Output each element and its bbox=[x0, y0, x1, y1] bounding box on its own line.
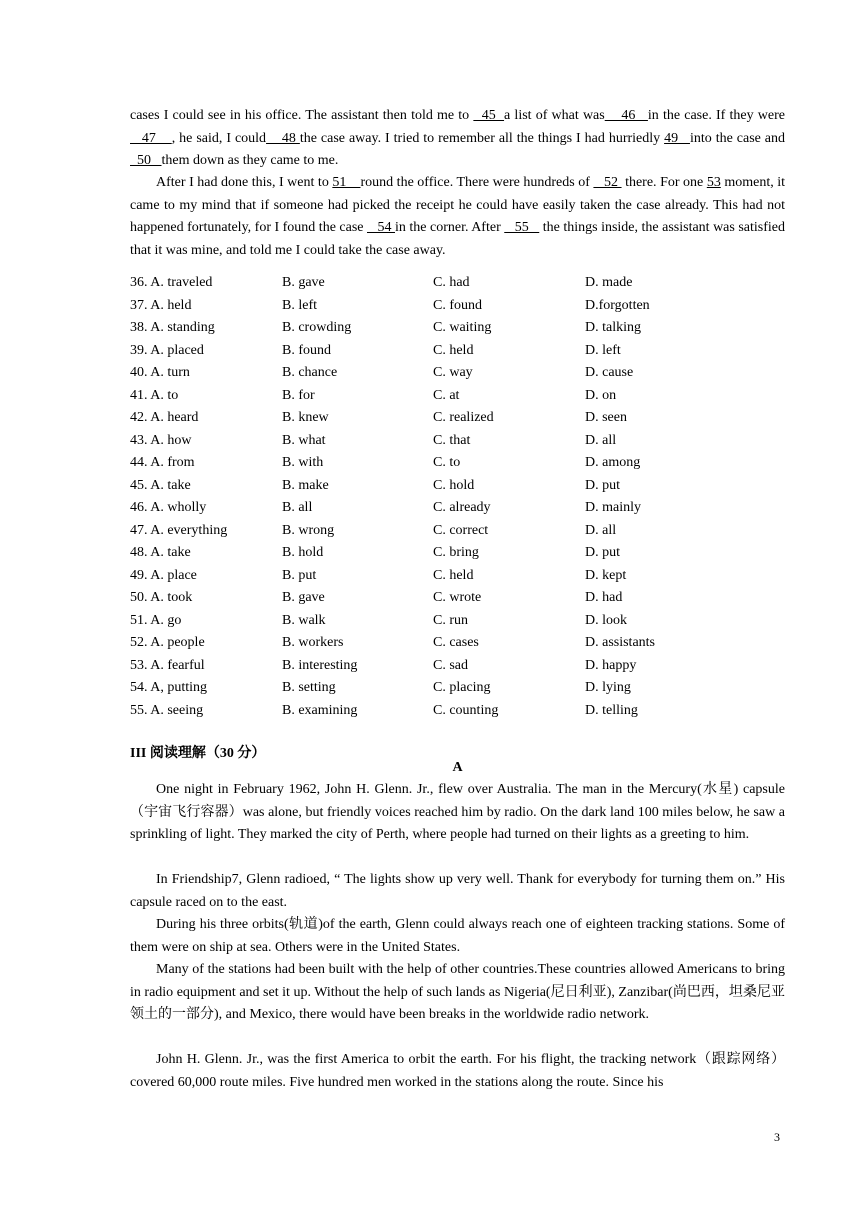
option-c: C. way bbox=[433, 365, 473, 380]
option-c: C. placing bbox=[433, 680, 491, 695]
option-a: 53. A. fearful bbox=[130, 657, 205, 673]
option-b: B. all bbox=[282, 500, 313, 515]
option-d: D. talking bbox=[585, 320, 641, 335]
option-a: 47. A. everything bbox=[130, 522, 228, 538]
option-b: B. examining bbox=[282, 702, 358, 718]
option-d: D.forgotten bbox=[585, 297, 650, 313]
cloze-text: moment, it came to my mind that if someone had picked the receipt he could have easily taken the case already. This had not happened fortunately, for I found the case bbox=[130, 175, 786, 235]
option-d: D. made bbox=[585, 275, 633, 290]
option-row bbox=[130, 452, 770, 475]
option-d: D. among bbox=[585, 455, 641, 470]
cloze-text: a list of what was bbox=[504, 108, 605, 123]
option-c: C. counting bbox=[433, 702, 499, 718]
option-row bbox=[130, 587, 770, 610]
option-d: D. assistants bbox=[585, 635, 655, 650]
blank-52: 52 bbox=[593, 175, 622, 190]
option-a: 40. A. turn bbox=[130, 365, 190, 380]
cloze-text: in the corner. After bbox=[395, 220, 505, 235]
option-c: C. hold bbox=[433, 477, 475, 493]
option-a: 55. A. seeing bbox=[130, 702, 204, 718]
blank-50: 50 bbox=[130, 153, 162, 168]
option-row bbox=[130, 317, 770, 340]
cloze-paragraph-2 bbox=[130, 172, 785, 262]
option-row bbox=[130, 497, 770, 520]
option-a: 39. A. placed bbox=[130, 342, 204, 358]
option-d: D. lying bbox=[585, 680, 631, 695]
cloze-text: the case away. I tried to remember all the things I had hurriedly bbox=[299, 130, 665, 146]
option-a: 51. A. go bbox=[130, 612, 182, 628]
option-d: D. look bbox=[585, 612, 627, 628]
option-a: 48. A. take bbox=[130, 545, 191, 560]
cloze-text: the things inside, the assistant was satisfied that it was mine, and told me I could take the case away. bbox=[130, 220, 785, 258]
option-c: C. run bbox=[433, 612, 468, 628]
option-a: 49. A. place bbox=[130, 567, 197, 583]
blank-55: 55 bbox=[504, 220, 540, 235]
option-row bbox=[130, 295, 770, 318]
option-d: D. happy bbox=[585, 657, 637, 673]
option-b: B. setting bbox=[282, 680, 336, 695]
passage-title: A bbox=[452, 760, 463, 775]
option-a: 37. A. held bbox=[130, 297, 192, 313]
option-row bbox=[130, 700, 770, 723]
option-a: 44. A. from bbox=[130, 455, 195, 470]
option-a: 46. A. wholly bbox=[130, 500, 207, 515]
blank-45: 45 bbox=[473, 108, 505, 123]
option-b: B. hold bbox=[282, 545, 324, 560]
option-c: C. sad bbox=[433, 657, 468, 673]
cloze-text: , he said, I could bbox=[171, 130, 267, 146]
cloze-text: After I had done this, I went to bbox=[156, 175, 333, 190]
cloze-text: cases I could see in his office. The assistant then told me to bbox=[130, 108, 474, 123]
option-d: D. mainly bbox=[585, 500, 641, 515]
blank-54: 54 bbox=[367, 220, 395, 235]
cloze-text: in the case. If they were bbox=[647, 108, 785, 123]
option-a: 45. A. take bbox=[130, 477, 191, 493]
option-b: B. knew bbox=[282, 410, 329, 425]
option-a: 43. A. how bbox=[130, 432, 192, 448]
option-a: 42. A. heard bbox=[130, 410, 199, 425]
option-d: D. all bbox=[585, 522, 617, 538]
option-row bbox=[130, 632, 770, 655]
option-b: B. interesting bbox=[282, 657, 358, 673]
page-number: 3 bbox=[774, 1130, 780, 1144]
option-b: B. for bbox=[282, 387, 315, 403]
option-row bbox=[130, 542, 770, 565]
blank-51: 51 bbox=[332, 175, 361, 190]
option-d: D. left bbox=[585, 342, 621, 358]
option-row bbox=[130, 340, 770, 363]
blank-53: 53 bbox=[706, 175, 721, 190]
option-c: C. realized bbox=[433, 410, 494, 425]
answer-options-list bbox=[130, 272, 770, 722]
option-d: D. cause bbox=[585, 365, 634, 380]
option-c: C. held bbox=[433, 567, 474, 583]
option-row bbox=[130, 430, 770, 453]
cloze-text: round the office. There were hundreds of bbox=[360, 175, 594, 190]
section-heading: III 阅读理解（30 分） bbox=[130, 746, 266, 761]
option-b: B. found bbox=[282, 342, 331, 358]
option-b: B. gave bbox=[282, 590, 325, 605]
cloze-text: into the case and bbox=[689, 130, 786, 146]
reading-paragraph-3: During his three orbits(轨道)of the earth, Glenn could always reach one of eighteen tracking stations. Some of them were on ship at sea. Others were in the United States. bbox=[130, 917, 785, 955]
option-a: 52. A. people bbox=[130, 635, 205, 650]
option-a: 50. A. took bbox=[130, 590, 193, 605]
option-c: C. found bbox=[433, 297, 482, 313]
option-a: 36. A. traveled bbox=[130, 275, 213, 290]
option-b: B. gave bbox=[282, 275, 325, 290]
option-row bbox=[130, 475, 770, 498]
reading-paragraph-4: Many of the stations had been built with the help of other countries.These countries allowed Americans to bring in radio equipment and set it up. Without the help of such lands as Nigeria(尼日利亚), Zanzibar(尚巴西，坦桑尼亚领土的一部分), and Mexico, there would have been breaks in the worldwide radio network. bbox=[130, 962, 785, 1022]
option-c: C. held bbox=[433, 342, 474, 358]
option-d: D. had bbox=[585, 590, 623, 605]
blank-48: 48 bbox=[266, 130, 300, 146]
option-row bbox=[130, 272, 770, 295]
option-c: C. at bbox=[433, 387, 460, 403]
option-b: B. put bbox=[282, 567, 317, 583]
option-d: D. on bbox=[585, 387, 617, 403]
option-c: C. had bbox=[433, 275, 470, 290]
cloze-text: them down as they came to me. bbox=[161, 153, 339, 168]
option-b: B. wrong bbox=[282, 522, 335, 538]
option-b: B. what bbox=[282, 432, 326, 448]
option-d: D. put bbox=[585, 477, 620, 493]
option-row bbox=[130, 385, 770, 408]
option-row bbox=[130, 362, 770, 385]
option-c: C. to bbox=[433, 455, 461, 470]
option-c: C. waiting bbox=[433, 320, 492, 335]
option-c: C. cases bbox=[433, 635, 479, 650]
cloze-paragraph-1 bbox=[130, 105, 785, 173]
blank-46: 46 bbox=[604, 108, 648, 123]
option-c: C. that bbox=[433, 432, 471, 448]
option-a: 41. A. to bbox=[130, 387, 179, 403]
option-b: B. crowding bbox=[282, 320, 352, 335]
reading-paragraph-5: John H. Glenn. Jr., was the first America to orbit the earth. For his flight, the tracking network（跟踪网络） covered 60,000 route miles. Five hundred men worked in the stations along the route. Since his bbox=[130, 1052, 785, 1090]
blank-49: 49 bbox=[664, 130, 690, 146]
option-b: B. left bbox=[282, 297, 317, 313]
option-c: C. already bbox=[433, 500, 491, 515]
option-row bbox=[130, 407, 770, 430]
option-d: D. telling bbox=[585, 702, 638, 718]
option-d: D. kept bbox=[585, 567, 627, 583]
option-c: C. bring bbox=[433, 545, 479, 560]
option-c: C. wrote bbox=[433, 590, 482, 605]
option-d: D. all bbox=[585, 432, 617, 448]
option-b: B. make bbox=[282, 477, 329, 493]
option-row bbox=[130, 520, 770, 543]
option-b: B. walk bbox=[282, 612, 326, 628]
option-d: D. seen bbox=[585, 410, 627, 425]
option-a: 54. A, putting bbox=[130, 680, 208, 695]
option-d: D. put bbox=[585, 545, 620, 560]
option-row bbox=[130, 677, 770, 700]
option-b: B. with bbox=[282, 455, 324, 470]
option-row bbox=[130, 655, 770, 678]
option-a: 38. A. standing bbox=[130, 320, 215, 335]
option-c: C. correct bbox=[433, 522, 489, 538]
blank-47: 47 bbox=[130, 130, 172, 146]
option-row bbox=[130, 610, 770, 633]
reading-paragraph-1: One night in February 1962, John H. Glenn. Jr., flew over Australia. The man in the Mercury(水星) capsule（宇宙飞行容器）was alone, but friendly voices reached him by radio. On the dark land 100 miles below, he saw a sprinkling of light. They marked the city of Perth, where people had turned on their lights as a greeting to him. bbox=[130, 782, 785, 842]
reading-paragraph-2: In Friendship7, Glenn radioed, “ The lights show up very well. Thank for everybody for turning them on.” His capsule raced on to the east. bbox=[130, 872, 785, 910]
option-b: B. workers bbox=[282, 635, 344, 650]
option-b: B. chance bbox=[282, 365, 338, 380]
option-row bbox=[130, 565, 770, 588]
cloze-text: there. For one bbox=[621, 175, 707, 190]
